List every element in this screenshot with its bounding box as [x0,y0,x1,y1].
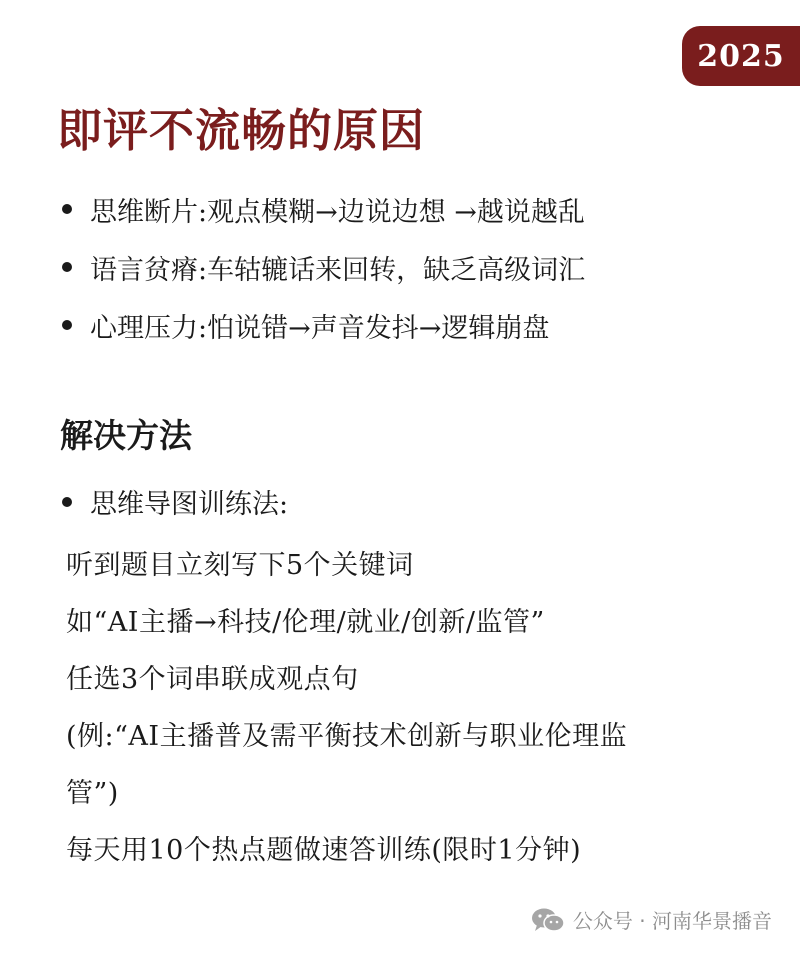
bullet-icon [62,204,72,214]
body-line: (例:“AI主播普及需平衡技术创新与职业伦理监 [66,721,628,752]
reason-text: 语言贫瘠:车轱辘话来回转，缺乏高级词汇 [90,254,586,286]
year-badge-text: 2025 [697,38,785,74]
reason-text: 心理压力:怕说错→声音发抖→逻辑崩盘 [90,312,550,344]
body-line: 每天用10个热点题做速答训练(限时1分钟) [66,835,582,866]
year-badge [682,26,800,86]
body-line: 听到题目立刻写下5个关键词 [66,550,414,581]
list-item [62,180,585,238]
list-item [62,238,585,296]
footer-text: 公众号 · 河南华景播音 [572,909,772,933]
reason-text: 思维断片:观点模糊→边说边想 →越说越乱 [90,196,585,228]
footer-watermark [531,905,772,934]
list-item [62,296,585,354]
body-line: 管”) [66,778,119,809]
page-title: 即评不流畅的原因 [57,104,426,157]
body-line: 任选3个词串联成观点句 [66,664,359,695]
bullet-icon [62,262,72,272]
body-line: 如“AI主播→科技/伦理/就业/创新/监管” [66,607,545,638]
section-title: 解决方法 [60,416,192,455]
method-item [62,482,288,521]
bullet-icon [62,320,72,330]
bullet-icon [62,497,72,507]
method-text: 思维导图训练法: [90,489,289,520]
wechat-icon [531,907,565,933]
reasons-list [62,180,585,354]
